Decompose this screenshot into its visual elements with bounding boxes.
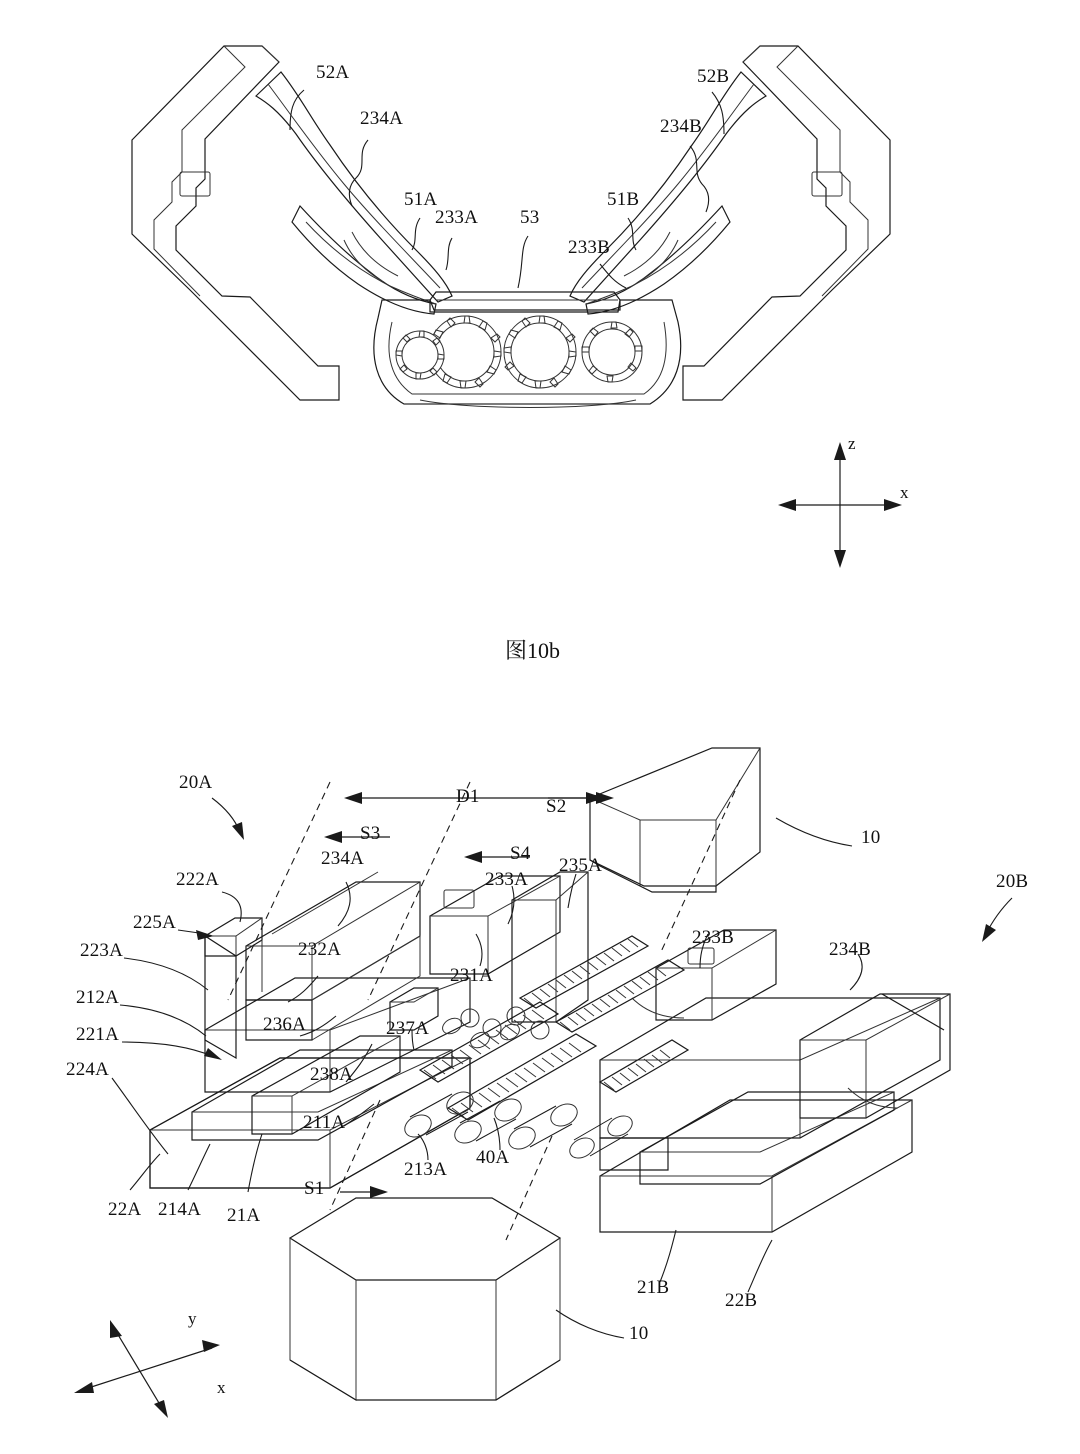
ref-label-225A: 225A <box>133 912 177 933</box>
figure-10b-drawing <box>0 0 1080 620</box>
ref-label-234B: 234B <box>660 116 702 137</box>
ref-label-212A: 212A <box>76 987 120 1008</box>
ref-label-10-lower: 10 <box>629 1323 649 1344</box>
axis-indicator-zx <box>770 430 910 580</box>
ref-label-51B: 51B <box>607 189 640 210</box>
ref-label-10-upper: 10 <box>861 827 881 848</box>
axis-label-y: y <box>188 1309 197 1328</box>
ref-label-21B: 21B <box>637 1277 670 1298</box>
ref-label-233A: 233A <box>435 207 479 228</box>
ref-label-52A: 52A <box>316 62 350 83</box>
ref-label-22A: 22A <box>108 1199 142 1220</box>
ref-label-234B: 234B <box>829 939 871 960</box>
ref-label-236A: 236A <box>263 1014 307 1035</box>
ref-label-214A: 214A <box>158 1199 202 1220</box>
ref-label-222A: 222A <box>176 869 220 890</box>
ref-label-S3: S3 <box>360 823 381 844</box>
ref-label-224A: 224A <box>66 1059 110 1080</box>
ref-label-233A-b: 233A <box>485 869 529 890</box>
ref-label-233B: 233B <box>692 927 734 948</box>
ref-label-22B: 22B <box>725 1290 758 1311</box>
ref-label-231A: 231A <box>450 965 494 986</box>
ref-label-S4: S4 <box>510 843 531 864</box>
ref-label-20A: 20A <box>179 772 213 793</box>
ref-label-20B: 20B <box>996 871 1029 892</box>
ref-label-221A: 221A <box>76 1024 120 1045</box>
figure-caption-10b: 图10b <box>505 638 561 663</box>
ref-label-223A: 223A <box>80 940 124 961</box>
ref-label-213A: 213A <box>404 1159 448 1180</box>
ref-label-S1: S1 <box>304 1178 325 1199</box>
ref-label-21A: 21A <box>227 1205 261 1226</box>
axis-label-x-bottom: x <box>217 1378 226 1397</box>
axis-label-x: x <box>900 483 909 502</box>
axis-label-z: z <box>848 434 856 453</box>
ref-label-D1: D1 <box>456 786 480 807</box>
ref-label-53: 53 <box>520 207 540 228</box>
ref-label-40A: 40A <box>476 1147 510 1168</box>
ref-label-234A-b: 234A <box>321 848 365 869</box>
ref-label-237A: 237A <box>386 1018 430 1039</box>
ref-label-52B: 52B <box>697 66 730 87</box>
ref-label-51A: 51A <box>404 189 438 210</box>
ref-label-234A: 234A <box>360 108 404 129</box>
ref-label-235A: 235A <box>559 855 603 876</box>
ref-label-232A: 232A <box>298 939 342 960</box>
ref-label-238A: 238A <box>310 1064 354 1085</box>
ref-label-211A: 211A <box>303 1112 346 1133</box>
ref-label-S2: S2 <box>546 796 567 817</box>
ref-label-233B: 233B <box>568 237 610 258</box>
axis-indicator-xy <box>52 1300 242 1430</box>
